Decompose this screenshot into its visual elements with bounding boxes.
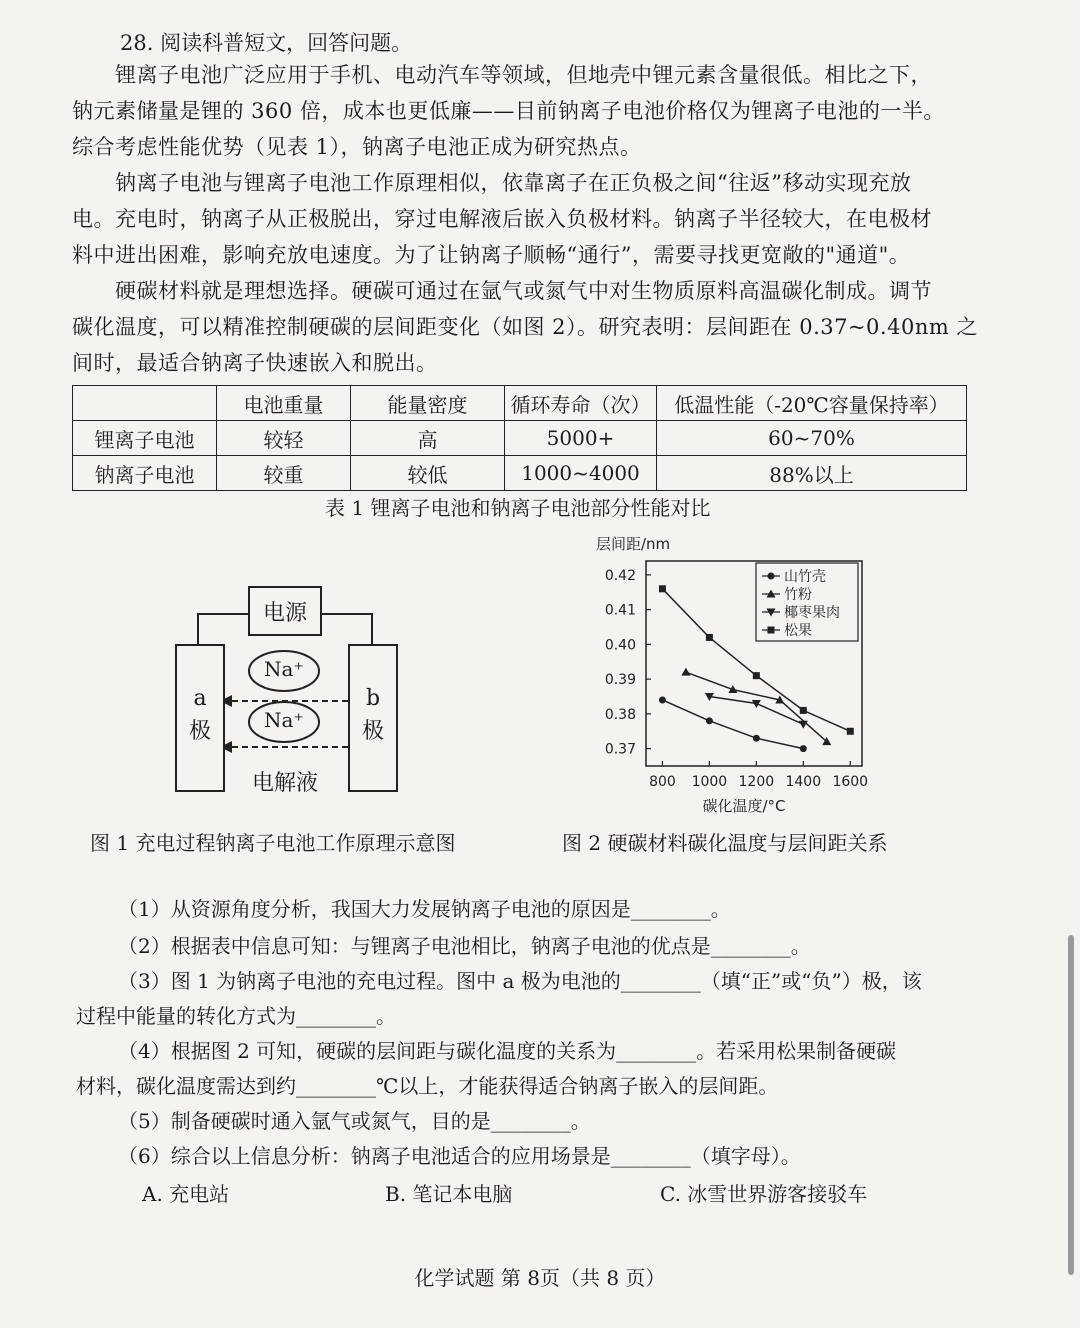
legend-label: 山竹壳 — [784, 569, 826, 585]
table-cell: 较轻 — [217, 421, 351, 456]
table-caption: 表 1 锂离子电池和钠离子电池部分性能对比 — [325, 496, 711, 520]
data-point — [753, 735, 760, 742]
table-header-cell: 电池重量 — [217, 386, 351, 421]
x-tick-label: 1000 — [691, 774, 728, 790]
power-source-label: 电源 — [262, 601, 307, 626]
table-cell: 60~70% — [657, 421, 967, 456]
table-cell: 较低 — [351, 456, 505, 491]
question-1: （1）从资源角度分析，我国大力发展钠离子电池的原因是________。 — [118, 897, 731, 921]
option-b: B. 笔记本电脑 — [385, 1182, 513, 1206]
data-point — [659, 696, 666, 703]
data-point — [706, 717, 713, 724]
figure1-caption: 图 1 充电过程钠离子电池工作原理示意图 — [90, 831, 456, 855]
option-a: A. 充电站 — [142, 1182, 230, 1206]
data-point — [752, 700, 761, 708]
electrode-a — [175, 644, 225, 792]
performance-table — [72, 385, 967, 491]
electrode-a-letter: a — [193, 686, 207, 711]
question-5: （5）制备硬碳时通入氩气或氮气，目的是________。 — [118, 1109, 591, 1133]
table-header-cell: 能量密度 — [351, 386, 505, 421]
paragraph-line: 锂离子电池广泛应用于手机、电动汽车等领域，但地壳中锂元素含量很低。相比之下， — [115, 63, 932, 87]
scrollbar[interactable] — [1068, 935, 1074, 1275]
x-axis-label: 碳化温度/°C — [702, 797, 786, 815]
y-tick-label: 0.39 — [604, 672, 636, 689]
x-tick-label: 1600 — [832, 774, 869, 790]
table-cell: 5000+ — [505, 421, 657, 456]
table-cell: 锂离子电池 — [73, 421, 217, 456]
legend-label: 椰枣果肉 — [784, 605, 840, 621]
data-point — [800, 707, 807, 714]
y-tick-label: 0.41 — [604, 602, 636, 619]
figure2-chart — [580, 525, 900, 825]
data-point — [753, 672, 760, 679]
question-3-cont: 过程中能量的转化方式为________。 — [76, 1004, 396, 1028]
table-row — [73, 456, 967, 491]
data-point — [681, 668, 690, 676]
data-point — [706, 634, 713, 641]
x-tick-label: 1400 — [785, 774, 822, 790]
x-tick-label: 1200 — [738, 774, 775, 790]
page-footer: 化学试题 第 8页（共 8 页） — [414, 1266, 666, 1290]
data-point — [768, 627, 775, 634]
table-header-row — [73, 386, 967, 421]
table-cell: 钠离子电池 — [73, 456, 217, 491]
series-line — [662, 700, 803, 749]
table-row — [73, 421, 967, 456]
table-cell: 较重 — [217, 456, 351, 491]
data-point — [847, 728, 854, 735]
paragraph-line: 钠离子电池与锂离子电池工作原理相似，依靠离子在正负极之间“往返”移动实现充放 — [115, 171, 912, 195]
table-header-cell: 循环寿命（次） — [505, 386, 657, 421]
y-tick-label: 0.40 — [604, 637, 636, 654]
table-cell: 1000~4000 — [505, 456, 657, 491]
legend-label: 松果 — [784, 623, 812, 639]
electrode-b — [348, 644, 398, 792]
paragraph-line: 料中进出困难，影响充放电速度。为了让钠离子顺畅“通行”，需要寻找更宽敞的"通道"。 — [72, 243, 911, 267]
figure1-battery-diagram — [160, 580, 420, 820]
electrode-b-letter: b — [365, 686, 381, 711]
electrode-b-label: 极 — [361, 719, 384, 744]
option-c: C. 冰雪世界游客接驳车 — [660, 1182, 868, 1206]
figure2-caption: 图 2 硬碳材料碳化温度与层间距关系 — [562, 831, 888, 855]
paragraph-line: 间时，最适合钠离子快速嵌入和脱出。 — [72, 351, 438, 375]
paragraph-line: 硬碳材料就是理想选择。硬碳可通过在氩气或氮气中对生物质原料高温碳化制成。调节 — [115, 279, 932, 303]
electrolyte-label: 电解液 — [251, 771, 318, 796]
sodium-ion-label: Na⁺ — [264, 708, 304, 732]
question-title: 28. 阅读科普短文，回答问题。 — [120, 31, 413, 55]
question-6: （6）综合以上信息分析：钠离子电池适合的应用场景是________（填字母）。 — [118, 1144, 801, 1168]
table-header-cell — [73, 386, 217, 421]
electrode-a-label: 极 — [188, 719, 211, 744]
question-4: （4）根据图 2 可知，硬碳的层间距与碳化温度的关系为________。若采用松果制备硬碳 — [118, 1039, 897, 1063]
paragraph-line: 电。充电时，钠离子从正极脱出，穿过电解液后嵌入负极材料。钠离子半径较大，在电极材 — [72, 207, 932, 231]
data-point — [799, 721, 808, 729]
question-3: （3）图 1 为钠离子电池的充电过程。图中 a 极为电池的________（填“正”或“负”）极，该 — [118, 969, 922, 993]
question-2: （2）根据表中信息可知：与锂离子电池相比，钠离子电池的优点是________。 — [118, 934, 811, 958]
data-point — [800, 745, 807, 752]
question-4-cont: 材料，碳化温度需达到约________℃以上，才能获得适合钠离子嵌入的层间距。 — [76, 1074, 779, 1098]
y-axis-label: 层间距/nm — [596, 535, 671, 553]
data-point — [768, 573, 775, 580]
data-point — [659, 585, 666, 592]
sodium-ion-label: Na⁺ — [264, 657, 304, 681]
power-source-box — [248, 586, 322, 636]
y-tick-label: 0.42 — [604, 567, 636, 584]
table-header-cell: 低温性能（-20℃容量保持率） — [657, 386, 967, 421]
legend-label: 竹粉 — [784, 587, 812, 603]
paragraph-line: 综合考虑性能优势（见表 1），钠离子电池正成为研究热点。 — [72, 135, 642, 159]
paragraph-line: 钠元素储量是锂的 360 倍，成本也更低廉——目前钠离子电池价格仅为锂离子电池的一半。 — [72, 99, 945, 123]
y-tick-label: 0.37 — [604, 741, 636, 758]
x-tick-label: 800 — [649, 774, 676, 790]
paragraph-line: 碳化温度，可以精准控制硬碳的层间距变化（如图 2）。研究表明：层间距在 0.37~0.40nm 之 — [72, 315, 978, 339]
y-tick-label: 0.38 — [604, 706, 636, 723]
table-cell: 高 — [351, 421, 505, 456]
table-cell: 88%以上 — [657, 456, 967, 491]
